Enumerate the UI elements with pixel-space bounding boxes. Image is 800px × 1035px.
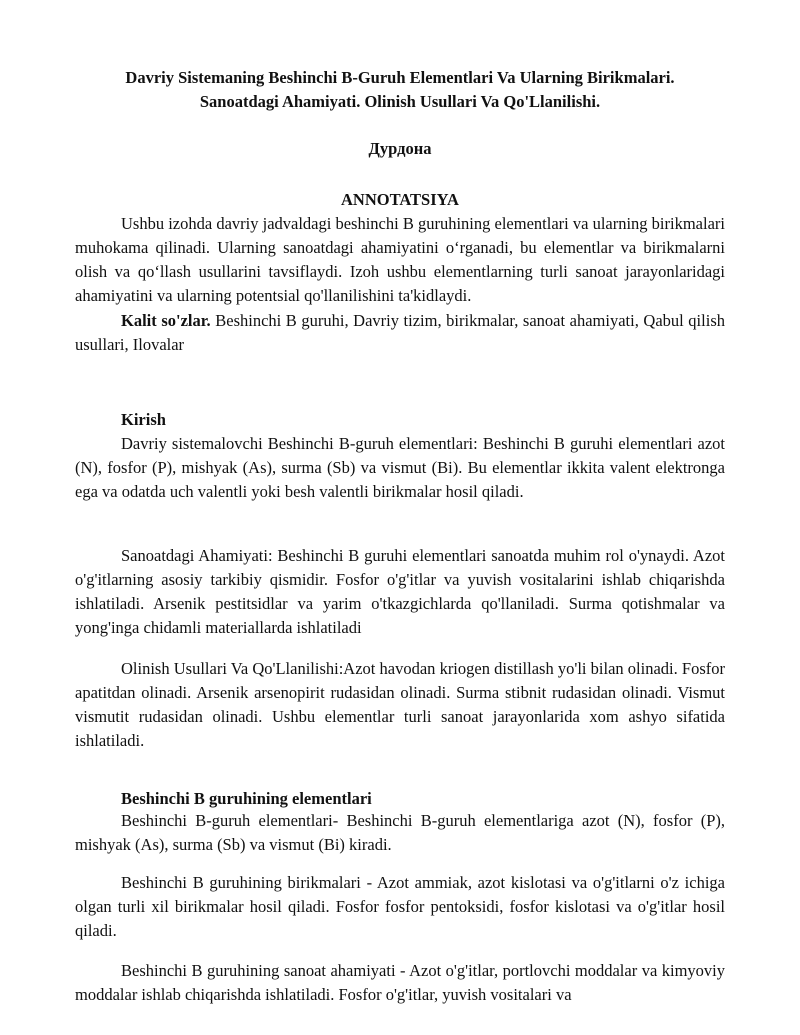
elements-section-heading: Beshinchi B guruhining elementlari — [121, 789, 372, 808]
elements-paragraph-3: Beshinchi B guruhining sanoat ahamiyati - Azot o'g'itlar, portlovchi moddalar va kimyoviy moddalar ishlab chiqarishda ishlatiladi. Fosfor o'g'itlar, yuvish vositalari va — [75, 961, 725, 1004]
keywords-text: Beshinchi B guruhi, Davriy tizim, birikmalar, sanoat ahamiyati, Qabul qilish usullari, Ilovalar — [75, 311, 725, 354]
author-name: Дурдона — [368, 139, 432, 158]
title-line-1: Davriy Sistemaning Beshinchi B-Guruh Elementlari Va Ularning Birikmalari. — [125, 68, 675, 87]
intro-paragraph-2: Sanoatdagi Ahamiyati: Beshinchi B guruhi elementlari sanoatda muhim rol o'ynaydi. Azot o'g'itlarning asosiy tarkibiy qismidir. Fosfor o'g'itlar va yuvish vositalarini ishlab chiqarishda ishlatiladi. Arsenik pestitsidlar va yarim o'tkazgichlarda qo'llaniladi. Surma qotishmalar va yong'inga chidamli materiallarda ishlatiladi — [75, 546, 725, 637]
elements-paragraph-1: Beshinchi B-guruh elementlari- Beshinchi B-guruh elementlariga azot (N), fosfor (P), mishyak (As), surma (Sb) va vismut (Bi) kiradi. — [75, 811, 725, 854]
intro-paragraph-1: Davriy sistemalovchi Beshinchi B-guruh elementlari: Beshinchi B guruhi elementlari azot (N), fosfor (P), mishyak (As), surma (Sb) va vismut (Bi). Bu elementlar ikkita valent elektronga ega va odatda uch valentli yoki besh valentli birikmalar hosil qiladi. — [75, 434, 725, 501]
keywords-label: Kalit so'zlar. — [121, 311, 211, 330]
annotation-heading: ANNOTATSIYA — [341, 190, 459, 209]
title-line-2: Sanoatdagi Ahamiyati. Olinish Usullari Va Qo'Llanilishi. — [199, 92, 601, 111]
intro-paragraph-3: Olinish Usullari Va Qo'Llanilishi:Azot havodan kriogen distillash yo'li bilan olinadi. Fosfor apatitdan olinadi. Arsenik arsenopirit rudasidan olinadi. Surma stibnit rudasidan olinadi. Vismut vismutit rudasidan olinadi. Ushbu elementlar turli sanoat jarayonlarida xom ashyo sifatida ishlatiladi. — [75, 659, 725, 750]
elements-paragraph-2: Beshinchi B guruhining birikmalari - Azot ammiak, azot kislotasi va o'g'itlarni o'z ichiga olgan turli xil birikmalar hosil qiladi. Fosfor fosfor pentoksidi, fosfor kislotasi va o'g'itlar hosil qiladi. — [75, 873, 725, 940]
annotation-paragraph: Ushbu izohda davriy jadvaldagi beshinchi B guruhining elementlari va ularning birikmalari muhokama qilinadi. Ularning sanoatdagi ahamiyatini o‘rganadi, bu elementlar va birikmalarni olish va qo‘llash usullarini tavsiflaydi. Izoh ushbu elementlarning turli sanoat jarayonlaridagi ahamiyatini va ularning potentsial qo'llanilishini ta'kidlaydi. — [75, 214, 725, 305]
document-title — [75, 66, 725, 114]
keywords-paragraph — [75, 309, 725, 357]
intro-heading: Kirish — [121, 410, 166, 429]
